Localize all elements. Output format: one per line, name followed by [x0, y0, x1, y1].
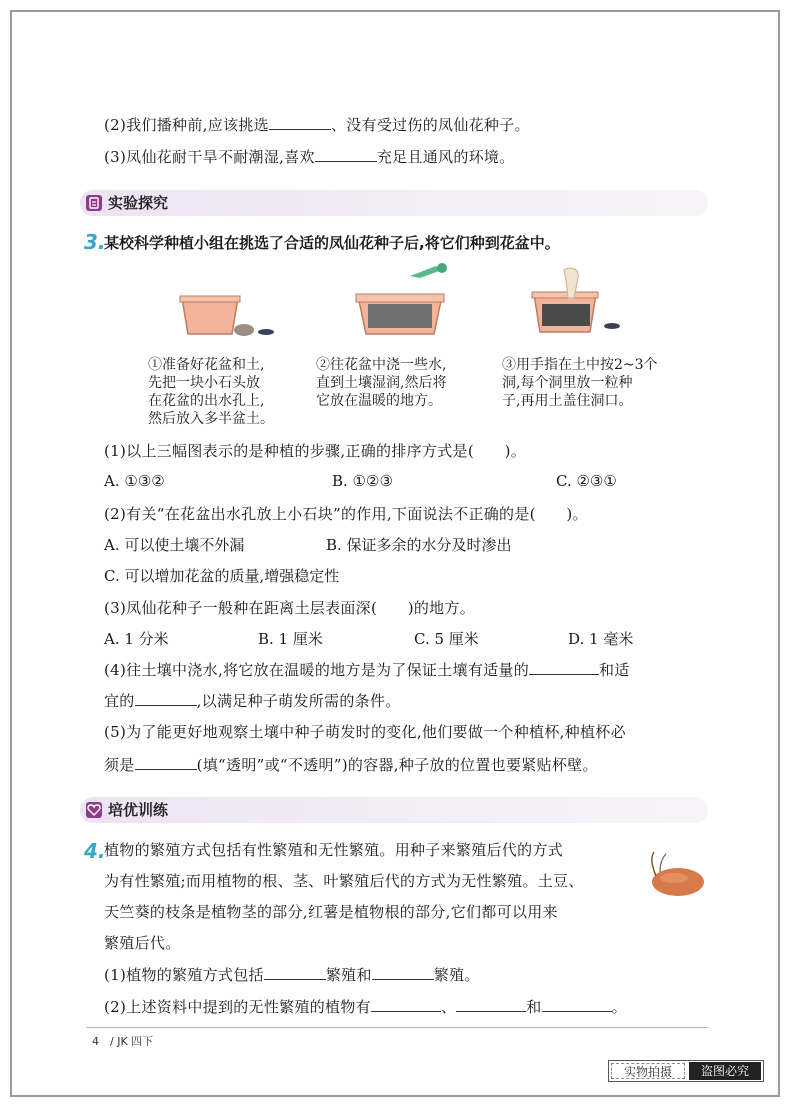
step-caption: ②往花盆中浇一些水, 直到土壤湿润,然后将 它放在温暖的地方。	[316, 357, 447, 409]
footer-divider	[86, 1027, 708, 1028]
page-number: 4 / JK 四下	[92, 1035, 154, 1048]
question-text: (2)上述资料中提到的无性繁殖的植物有	[104, 998, 371, 1016]
passage-line: 为有性繁殖;而用植物的根、茎、叶繁殖后代的方式为无性繁殖。土豆、	[104, 872, 584, 890]
question-text: 、没有受过伤的凤仙花种子。	[330, 116, 530, 134]
option[interactable]: C. 可以增加花盆的质量,增强稳定性	[104, 567, 340, 585]
passage-line: 繁殖后代。	[104, 934, 181, 952]
answer-blank[interactable]	[135, 690, 197, 706]
answer-blank[interactable]	[542, 996, 612, 1012]
question-text: 须是	[104, 756, 135, 774]
sub-question: (3)凤仙花种子一般种在距离土层表面深( )的地方。	[104, 599, 476, 617]
sub-question-4-line1	[104, 659, 630, 681]
option[interactable]: B. 保证多余的水分及时渗出	[326, 536, 512, 554]
answer-blank[interactable]	[456, 996, 526, 1012]
option[interactable]: B. 1 厘米	[258, 630, 323, 648]
lab-icon	[86, 195, 102, 211]
sub-question-5-line2	[104, 754, 598, 776]
planting-seeds-illustration	[530, 264, 630, 344]
question-text: 、	[440, 998, 457, 1016]
sweet-potato-illustration	[638, 846, 708, 902]
answer-blank[interactable]	[529, 659, 599, 675]
question-text: 和适	[599, 661, 630, 679]
question-3-line	[104, 146, 515, 168]
question-2-line	[104, 114, 530, 136]
q4-sub1-line	[104, 964, 480, 986]
watering-pot-illustration	[350, 262, 460, 342]
heart-icon	[86, 802, 102, 818]
option[interactable]: B. ①②③	[332, 472, 393, 490]
section-title: 实验探究	[108, 194, 169, 212]
answer-blank[interactable]	[264, 964, 326, 980]
option[interactable]: C. ②③①	[556, 472, 617, 490]
answer-blank[interactable]	[135, 754, 197, 770]
question-text: (2)我们播种前,应该挑选	[104, 116, 269, 134]
answer-blank[interactable]	[372, 964, 434, 980]
answer-blank[interactable]	[315, 146, 377, 162]
option[interactable]: C. 5 厘米	[414, 630, 479, 648]
stamp-right-text: 盗图必究	[689, 1062, 761, 1080]
watermark-stamp	[608, 1060, 764, 1082]
question-number: 3.	[84, 230, 106, 254]
option[interactable]: A. 可以使土壤不外漏	[104, 536, 245, 554]
answer-blank[interactable]	[269, 114, 331, 130]
question-text: 宜的	[104, 692, 135, 710]
option[interactable]: A. ①③②	[104, 472, 165, 490]
question-text: 充足且通风的环境。	[376, 148, 515, 166]
question-number: 4.	[84, 839, 106, 863]
question-text: 繁殖。	[433, 966, 480, 984]
question-text: (3)凤仙花耐干旱不耐潮湿,喜欢	[104, 148, 315, 166]
step-caption: ③用手指在土中按2~3个 洞,每个洞里放一粒种 子,再用土盖住洞口。	[502, 357, 658, 409]
question-text: (4)往土壤中浇水,将它放在温暖的地方是为了保证土壤有适量的	[104, 661, 530, 679]
sub-question-4-line2	[104, 690, 401, 712]
question-stem: 某校科学种植小组在挑选了合适的凤仙花种子后,将它们种到花盆中。	[104, 234, 560, 252]
option[interactable]: A. 1 分米	[104, 630, 169, 648]
stamp-left-text: 实物拍摄	[611, 1063, 685, 1079]
question-text: 和	[526, 998, 542, 1016]
section-header-advanced	[80, 797, 708, 823]
sub-question: (1)以上三幅图表示的是种植的步骤,正确的排序方式是( )。	[104, 442, 527, 460]
question-text: 繁殖和	[325, 966, 372, 984]
question-text: (填“透明”或“不透明”)的容器,种子放的位置也要紧贴杯壁。	[196, 756, 598, 774]
sub-question-5-line1: (5)为了能更好地观察土壤中种子萌发时的变化,他们要做一个种植杯,种植杯必	[104, 723, 626, 741]
question-text: ,以满足种子萌发所需的条件。	[196, 692, 401, 710]
sub-question: (2)有关“在花盆出水孔放上小石块”的作用,下面说法不正确的是( )。	[104, 505, 588, 523]
section-header-experiment	[80, 190, 708, 216]
step-caption: ①准备好花盆和土, 先把一块小石头放 在花盆的出水孔上, 然后放入多半盆土。	[148, 357, 274, 427]
question-text: 。	[611, 998, 627, 1016]
option[interactable]: D. 1 毫米	[568, 630, 634, 648]
question-text: (1)植物的繁殖方式包括	[104, 966, 264, 984]
q4-sub2-line	[104, 996, 627, 1018]
answer-blank[interactable]	[371, 996, 441, 1012]
passage-line: 植物的繁殖方式包括有性繁殖和无性繁殖。用种子来繁殖后代的方式	[104, 841, 564, 859]
pot-with-stone-illustration	[176, 292, 286, 340]
passage-line: 天竺葵的枝条是植物茎的部分,红薯是植物根的部分,它们都可以用来	[104, 903, 558, 921]
section-title: 培优训练	[108, 801, 169, 819]
